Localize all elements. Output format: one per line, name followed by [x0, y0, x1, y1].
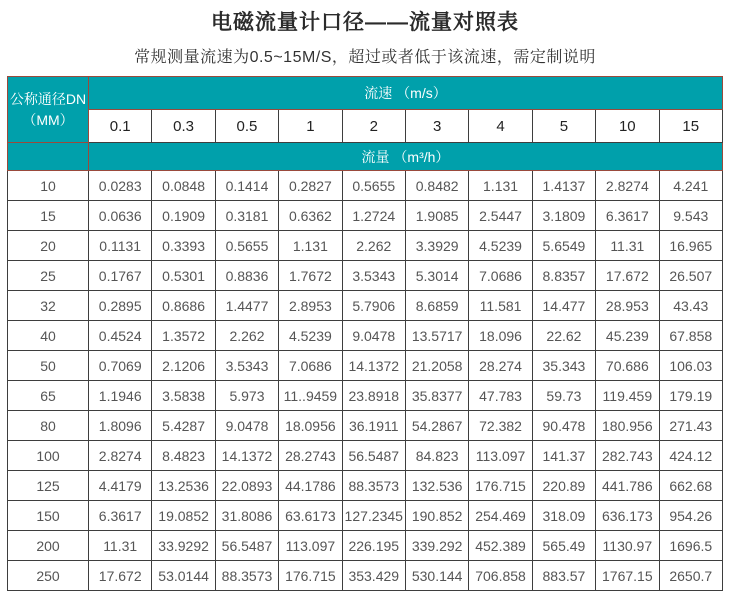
velocity-label-row — [8, 77, 723, 110]
flow-value-cell: 0.2827 — [279, 171, 342, 201]
flow-value-cell: 31.8086 — [215, 501, 278, 531]
table-row — [8, 561, 723, 591]
flow-value-cell: 72.382 — [469, 411, 532, 441]
flow-value-cell: 5.6549 — [532, 231, 595, 261]
velocity-value-cell: 0.1 — [89, 110, 152, 143]
flow-value-cell: 0.5655 — [342, 171, 405, 201]
dn-cell: 150 — [8, 501, 89, 531]
flow-value-cell: 8.6859 — [405, 291, 468, 321]
flow-value-cell: 63.6173 — [279, 501, 342, 531]
corner-header-line2: （MM） — [22, 111, 74, 128]
flow-value-cell: 1130.97 — [596, 531, 659, 561]
flow-value-cell: 6.3617 — [89, 501, 152, 531]
flow-value-cell: 67.858 — [659, 321, 722, 351]
dn-cell: 40 — [8, 321, 89, 351]
flow-value-cell: 33.9292 — [152, 531, 215, 561]
flow-value-cell: 1.3572 — [152, 321, 215, 351]
velocity-header: 流速 （m/s） — [89, 77, 723, 110]
dn-cell: 100 — [8, 441, 89, 471]
flow-value-cell: 22.62 — [532, 321, 595, 351]
flow-comparison-table — [7, 76, 723, 591]
flow-value-cell: 7.0686 — [469, 261, 532, 291]
flow-value-cell: 2.8274 — [596, 171, 659, 201]
flow-label-row — [8, 143, 723, 171]
flow-value-cell: 141.37 — [532, 441, 595, 471]
flow-value-cell: 0.7069 — [89, 351, 152, 381]
velocity-values-row — [8, 110, 723, 143]
page-subtitle: 常规测量流速为0.5~15M/S，超过或者低于该流速，需定制说明 — [134, 49, 596, 66]
flow-value-cell: 0.8836 — [215, 261, 278, 291]
flow-value-cell: 0.8482 — [405, 171, 468, 201]
velocity-value-cell: 4 — [469, 110, 532, 143]
flow-value-cell: 3.5343 — [342, 261, 405, 291]
flow-value-cell: 14.1372 — [342, 351, 405, 381]
corner-header-dn — [8, 77, 89, 143]
flow-value-cell: 119.459 — [596, 381, 659, 411]
flow-value-cell: 452.389 — [469, 531, 532, 561]
flow-value-cell: 56.5487 — [342, 441, 405, 471]
velocity-value-cell: 15 — [659, 110, 722, 143]
flow-value-cell: 254.469 — [469, 501, 532, 531]
flow-value-cell: 8.8357 — [532, 261, 595, 291]
flow-value-cell: 106.03 — [659, 351, 722, 381]
flow-value-cell: 0.0636 — [89, 201, 152, 231]
table-row — [8, 321, 723, 351]
page-title: 电磁流量计口径——流量对照表 — [211, 11, 519, 34]
flow-value-cell: 26.507 — [659, 261, 722, 291]
flow-value-cell: 0.0283 — [89, 171, 152, 201]
flow-value-cell: 90.478 — [532, 411, 595, 441]
table-row — [8, 261, 723, 291]
flow-value-cell: 3.1809 — [532, 201, 595, 231]
flow-value-cell: 1.4137 — [532, 171, 595, 201]
flow-label-spacer-cell — [8, 143, 89, 171]
corner-header-line1: 公称通径DN — [9, 91, 87, 108]
flow-value-cell: 88.3573 — [342, 471, 405, 501]
flow-value-cell: 179.19 — [659, 381, 722, 411]
flow-value-cell: 0.6362 — [279, 201, 342, 231]
dn-cell: 10 — [8, 171, 89, 201]
table-row — [8, 351, 723, 381]
flow-value-cell: 59.73 — [532, 381, 595, 411]
flow-value-cell: 28.274 — [469, 351, 532, 381]
flow-value-cell: 0.5655 — [215, 231, 278, 261]
flow-value-cell: 226.195 — [342, 531, 405, 561]
flow-value-cell: 70.686 — [596, 351, 659, 381]
flow-value-cell: 220.89 — [532, 471, 595, 501]
flow-value-cell: 954.26 — [659, 501, 722, 531]
flow-value-cell: 0.1414 — [215, 171, 278, 201]
flow-value-cell: 9.543 — [659, 201, 722, 231]
flow-value-cell: 11..9459 — [279, 381, 342, 411]
dn-cell: 250 — [8, 561, 89, 591]
flow-value-cell: 36.1911 — [342, 411, 405, 441]
flow-value-cell: 0.3393 — [152, 231, 215, 261]
flow-value-cell: 14.1372 — [215, 441, 278, 471]
flow-value-cell: 636.173 — [596, 501, 659, 531]
flow-value-cell: 662.68 — [659, 471, 722, 501]
flow-value-cell: 2.8953 — [279, 291, 342, 321]
flow-value-cell: 84.823 — [405, 441, 468, 471]
table-row — [8, 471, 723, 501]
flow-value-cell: 530.144 — [405, 561, 468, 591]
velocity-value-cell: 0.3 — [152, 110, 215, 143]
table-row — [8, 441, 723, 471]
flow-value-cell: 11.31 — [89, 531, 152, 561]
flow-value-cell: 88.3573 — [215, 561, 278, 591]
flow-value-cell: 1.1946 — [89, 381, 152, 411]
flow-value-cell: 1.2724 — [342, 201, 405, 231]
flow-value-cell: 0.1131 — [89, 231, 152, 261]
table-row — [8, 171, 723, 201]
table-row — [8, 411, 723, 441]
flow-value-cell: 113.097 — [279, 531, 342, 561]
flow-value-cell: 0.0848 — [152, 171, 215, 201]
flow-value-cell: 2.262 — [342, 231, 405, 261]
flow-value-cell: 6.3617 — [596, 201, 659, 231]
flow-value-cell: 353.429 — [342, 561, 405, 591]
flow-value-cell: 0.2895 — [89, 291, 152, 321]
dn-cell: 20 — [8, 231, 89, 261]
flow-value-cell: 21.2058 — [405, 351, 468, 381]
flow-value-cell: 5.4287 — [152, 411, 215, 441]
dn-cell: 125 — [8, 471, 89, 501]
flow-value-cell: 28.953 — [596, 291, 659, 321]
flow-value-cell: 7.0686 — [279, 351, 342, 381]
flow-value-cell: 18.096 — [469, 321, 532, 351]
flow-value-cell: 2.262 — [215, 321, 278, 351]
flow-value-cell: 0.4524 — [89, 321, 152, 351]
dn-cell: 25 — [8, 261, 89, 291]
flow-value-cell: 1.9085 — [405, 201, 468, 231]
table-row — [8, 531, 723, 561]
flow-value-cell: 11.581 — [469, 291, 532, 321]
flow-value-cell: 8.4823 — [152, 441, 215, 471]
flow-value-cell: 16.965 — [659, 231, 722, 261]
flow-value-cell: 9.0478 — [215, 411, 278, 441]
flow-value-cell: 180.956 — [596, 411, 659, 441]
flow-value-cell: 18.0956 — [279, 411, 342, 441]
flow-value-cell: 45.239 — [596, 321, 659, 351]
flow-value-cell: 1696.5 — [659, 531, 722, 561]
flow-value-cell: 5.7906 — [342, 291, 405, 321]
flow-value-cell: 1.131 — [469, 171, 532, 201]
velocity-value-cell: 2 — [342, 110, 405, 143]
flow-value-cell: 4.5239 — [469, 231, 532, 261]
flow-value-cell: 53.0144 — [152, 561, 215, 591]
flow-value-cell: 4.241 — [659, 171, 722, 201]
flow-value-cell: 565.49 — [532, 531, 595, 561]
flow-value-cell: 3.5343 — [215, 351, 278, 381]
flow-value-cell: 0.5301 — [152, 261, 215, 291]
flow-value-cell: 1.8096 — [89, 411, 152, 441]
flow-value-cell: 13.5717 — [405, 321, 468, 351]
dn-cell: 15 — [8, 201, 89, 231]
flow-value-cell: 176.715 — [469, 471, 532, 501]
table-row — [8, 201, 723, 231]
flow-value-cell: 1.4477 — [215, 291, 278, 321]
flow-value-cell: 5.973 — [215, 381, 278, 411]
flow-value-cell: 47.783 — [469, 381, 532, 411]
table-row — [8, 291, 723, 321]
flow-value-cell: 17.672 — [596, 261, 659, 291]
flow-value-cell: 1767.15 — [596, 561, 659, 591]
table-row — [8, 381, 723, 411]
flow-table-body — [8, 171, 723, 591]
flow-value-cell: 1.7672 — [279, 261, 342, 291]
flow-value-cell: 176.715 — [279, 561, 342, 591]
flow-value-cell: 1.131 — [279, 231, 342, 261]
flow-value-cell: 113.097 — [469, 441, 532, 471]
velocity-value-cell: 3 — [405, 110, 468, 143]
flow-value-cell: 28.2743 — [279, 441, 342, 471]
flow-value-cell: 318.09 — [532, 501, 595, 531]
flow-value-cell: 5.3014 — [405, 261, 468, 291]
flow-value-cell: 43.43 — [659, 291, 722, 321]
flow-value-cell: 14.477 — [532, 291, 595, 321]
flow-value-cell: 2650.7 — [659, 561, 722, 591]
table-row — [8, 501, 723, 531]
flow-value-cell: 0.1767 — [89, 261, 152, 291]
flow-value-cell: 132.536 — [405, 471, 468, 501]
flow-value-cell: 56.5487 — [215, 531, 278, 561]
flow-value-cell: 2.8274 — [89, 441, 152, 471]
flow-value-cell: 271.43 — [659, 411, 722, 441]
flow-value-cell: 190.852 — [405, 501, 468, 531]
flow-value-cell: 44.1786 — [279, 471, 342, 501]
flow-value-cell: 35.8377 — [405, 381, 468, 411]
velocity-value-cell: 5 — [532, 110, 595, 143]
flow-value-cell: 17.672 — [89, 561, 152, 591]
flow-value-cell: 282.743 — [596, 441, 659, 471]
flow-value-cell: 35.343 — [532, 351, 595, 381]
dn-cell: 50 — [8, 351, 89, 381]
flow-value-cell: 0.8686 — [152, 291, 215, 321]
flow-value-cell: 9.0478 — [342, 321, 405, 351]
flow-value-cell: 883.57 — [532, 561, 595, 591]
flow-value-cell: 4.4179 — [89, 471, 152, 501]
flow-value-cell: 0.3181 — [215, 201, 278, 231]
flow-value-cell: 2.1206 — [152, 351, 215, 381]
velocity-value-cell: 1 — [279, 110, 342, 143]
flow-value-cell: 4.5239 — [279, 321, 342, 351]
flow-header: 流量 （m³/h） — [89, 143, 723, 171]
flow-value-cell: 3.5838 — [152, 381, 215, 411]
flow-value-cell: 127.2345 — [342, 501, 405, 531]
dn-cell: 32 — [8, 291, 89, 321]
flow-value-cell: 0.1909 — [152, 201, 215, 231]
flow-value-cell: 22.0893 — [215, 471, 278, 501]
dn-cell: 200 — [8, 531, 89, 561]
velocity-value-cell: 10 — [596, 110, 659, 143]
flow-value-cell: 706.858 — [469, 561, 532, 591]
flow-value-cell: 11.31 — [596, 231, 659, 261]
flow-value-cell: 19.0852 — [152, 501, 215, 531]
flow-value-cell: 339.292 — [405, 531, 468, 561]
dn-cell: 80 — [8, 411, 89, 441]
flow-value-cell: 441.786 — [596, 471, 659, 501]
flow-value-cell: 3.3929 — [405, 231, 468, 261]
flow-value-cell: 424.12 — [659, 441, 722, 471]
flow-value-cell: 23.8918 — [342, 381, 405, 411]
flow-value-cell: 13.2536 — [152, 471, 215, 501]
flow-value-cell: 54.2867 — [405, 411, 468, 441]
flow-value-cell: 2.5447 — [469, 201, 532, 231]
dn-cell: 65 — [8, 381, 89, 411]
table-row — [8, 231, 723, 261]
velocity-value-cell: 0.5 — [215, 110, 278, 143]
